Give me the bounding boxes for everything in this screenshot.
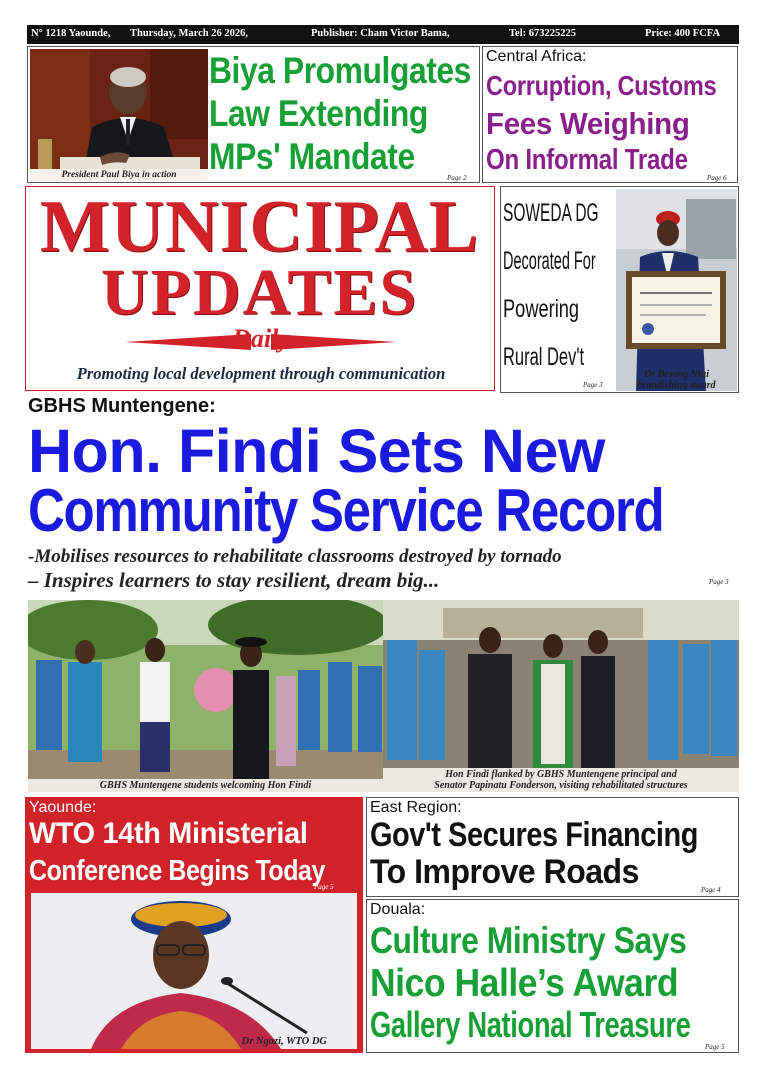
culture-kicker: Douala:	[370, 901, 426, 918]
ngozi-illustration	[31, 893, 357, 1049]
masthead-title-line1: MUNICIPAL	[39, 186, 480, 268]
central-africa-headline	[486, 67, 738, 178]
culture-page-ref: Page 5	[705, 1043, 725, 1051]
soweda-headline-line: Rural Dev't	[503, 343, 585, 371]
roads-story[interactable]	[366, 797, 739, 897]
issue-info-bar	[27, 25, 739, 44]
wto-page-ref: Page 5	[314, 883, 334, 891]
culture-headline-line1: Culture Ministry Says	[370, 920, 687, 961]
soweda-story[interactable]	[500, 186, 739, 393]
roads-page-ref: Page 4	[701, 886, 721, 894]
soweda-headline-line: Powering	[503, 295, 580, 323]
price: Price: 400 FCFA	[645, 28, 721, 39]
soweda-caption-line: Dr Besong Ntui	[643, 369, 709, 380]
lead-bullet: -Mobilises resources to rehabilitate classrooms destroyed by tornado	[28, 546, 562, 567]
central-africa-page-ref: Page 6	[707, 174, 727, 182]
masthead-daily-banner	[126, 324, 396, 353]
wto-photo	[31, 893, 357, 1049]
biya-headline-line: Law Extending	[209, 93, 428, 134]
biya-signing-illustration	[30, 49, 208, 181]
biya-page-ref: Page 2	[447, 174, 467, 182]
soweda-headline-line: Decorated For	[503, 247, 596, 275]
issue-number: N° 1218 Yaounde,	[31, 28, 111, 39]
lead-photo-left	[28, 600, 383, 792]
soweda-photo	[616, 189, 737, 391]
lead-headline-line1: Hon. Findi Sets New	[28, 417, 605, 485]
lead-headline-line2: Community Service Record	[28, 477, 664, 544]
culture-headline-line3: Gallery National Treasure	[370, 1004, 691, 1045]
biya-photo-caption: President Paul Biya in action	[30, 169, 208, 181]
soweda-headline	[503, 189, 621, 381]
lead-page-ref: Page 3	[709, 578, 729, 586]
students-welcoming-illustration	[28, 600, 383, 792]
masthead	[25, 186, 495, 391]
biya-headline-line: MPs' Mandate	[209, 136, 415, 177]
soweda-headline-line: SOWEDA DG	[503, 199, 599, 227]
publisher: Publisher: Cham Victor Bama,	[311, 28, 450, 39]
biya-story[interactable]	[27, 46, 480, 183]
masthead-title-line2: UPDATES	[100, 256, 419, 329]
culture-story[interactable]	[366, 899, 739, 1053]
issue-date: Thursday, March 26 2026,	[130, 28, 248, 39]
wto-headline-line1: WTO 14th Ministerial	[29, 817, 308, 850]
biya-headline-line: Biya Promulgates	[209, 50, 471, 91]
biya-headline[interactable]	[209, 49, 479, 178]
lead-bullet: – Inspires learners to stay resilient, dream big...	[28, 568, 440, 592]
lead-photo-right-caption	[383, 768, 739, 792]
soweda-dg-illustration	[616, 189, 737, 391]
wto-headline-line2: Conference Begins Today	[29, 855, 325, 887]
lead-story[interactable]	[25, 395, 740, 795]
central-africa-headline-line: Fees Weighing	[486, 106, 690, 141]
lead-photo-right	[383, 600, 739, 792]
soweda-caption-line: brandishing award	[637, 380, 716, 391]
masthead-daily: Daily	[232, 324, 290, 353]
visiting-structures-illustration	[383, 600, 739, 792]
roads-headline-line2: To Improve Roads	[370, 853, 639, 891]
wto-story[interactable]	[25, 797, 363, 1053]
soweda-page-ref: Page 3	[583, 381, 603, 389]
soweda-photo-caption	[616, 369, 737, 391]
roads-headline-line1: Gov't Secures Financing	[370, 816, 698, 854]
wto-photo-caption: Dr Ngozi, WTO DG	[241, 1036, 327, 1047]
lead-kicker: GBHS Muntengene:	[28, 395, 216, 417]
lead-right-caption-line: Senator Papinatu Fonderson, visiting rehabilitated structures	[434, 780, 688, 791]
biya-photo	[30, 49, 208, 181]
lead-photo-left-caption: GBHS Muntengene students welcoming Hon Findi	[28, 779, 383, 792]
central-africa-kicker: Central Africa:	[486, 48, 587, 65]
central-africa-story[interactable]	[482, 46, 738, 183]
wto-kicker: Yaounde:	[29, 799, 97, 816]
lead-right-caption-line: Hon Findi flanked by GBHS Muntengene principal and	[445, 769, 677, 780]
central-africa-headline-line: On Informal Trade	[486, 144, 688, 176]
central-africa-headline-line: Corruption, Customs	[486, 70, 717, 101]
masthead-tagline: Promoting local development through communication	[76, 364, 446, 383]
telephone: Tel: 673225225	[509, 28, 576, 39]
culture-headline-line2: Nico Halle’s Award	[370, 962, 679, 1005]
roads-kicker: East Region:	[370, 799, 462, 816]
